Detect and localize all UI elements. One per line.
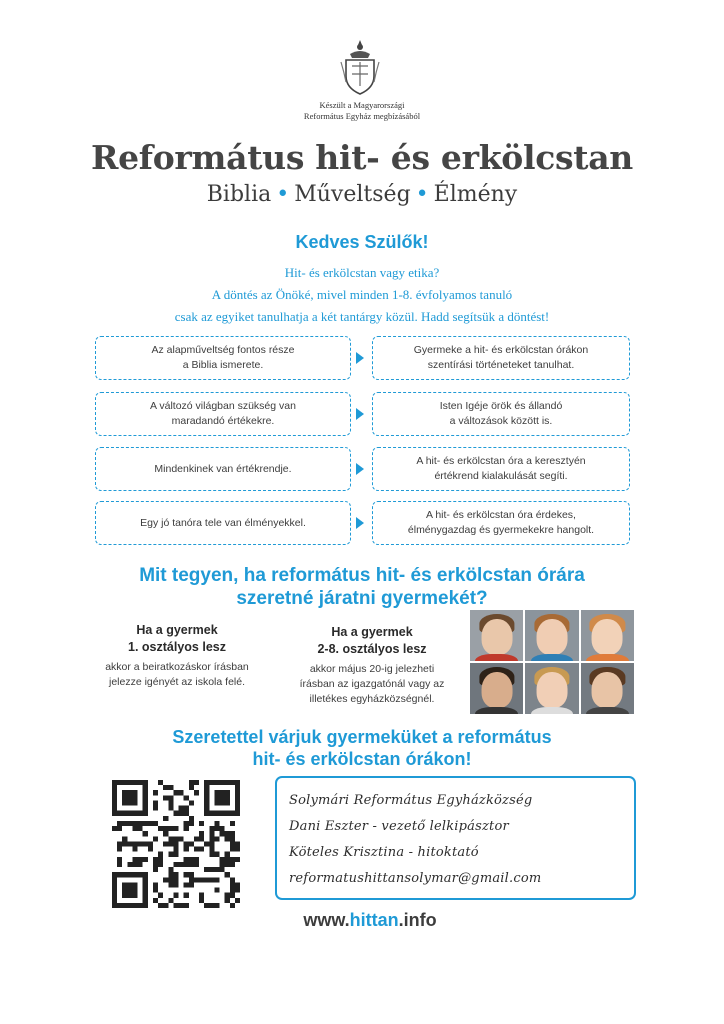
grade-1-text (92, 660, 262, 690)
welcome-line: hit- és erkölcstan órákon! (252, 749, 472, 769)
grade-2-8-text (292, 662, 452, 707)
arrow-right-icon (356, 463, 364, 475)
greeting-heading: Kedves Szülők! (295, 232, 429, 252)
welcome-line: Szeretettel várjuk gyermeküket a református (172, 727, 552, 747)
intro-line: csak az egyiket tanulhatja a két tantárgy közül. Hadd segítsük a döntést! (174, 309, 550, 324)
website-prefix: www. (303, 910, 350, 930)
box-text: maradandó értékekre. (171, 415, 275, 427)
comparison-box-right (372, 336, 630, 380)
box-text: A változó világban szükség van (150, 400, 296, 412)
box-text: szentírási történeteket tanulhat. (427, 359, 575, 371)
welcome-heading (0, 726, 724, 770)
subtitle-separator: • (415, 182, 429, 207)
comparison-box-left (95, 501, 351, 545)
grade-2-8-text-line: írásban az igazgatónál vagy az (299, 678, 445, 690)
reformed-church-crest-icon (338, 38, 382, 96)
box-text: A hit- és erkölcstan óra érdekes, (425, 509, 576, 521)
child-photo (525, 610, 578, 661)
grade-2-8-heading-1: Ha a gyermek (331, 625, 413, 639)
commission-note (262, 100, 462, 122)
qr-code-icon[interactable] (112, 780, 240, 908)
subtitle-separator: • (276, 182, 290, 207)
children-photos (470, 610, 634, 714)
child-photo (470, 663, 523, 714)
subtitle-muveltseg: Műveltség (294, 182, 411, 207)
question-line: szeretné járatni gyermekét? (236, 588, 488, 609)
comparison-box-right (372, 501, 630, 545)
box-text: Gyermeke a hit- és erkölcstan órákon (413, 344, 589, 356)
child-photo (581, 610, 634, 661)
grade-2-8-heading-2: 2-8. osztályos lesz (317, 642, 427, 656)
comparison-box-right (372, 447, 630, 491)
website-suffix: .info (398, 910, 437, 930)
page-title: Református hit- és erkölcstan (90, 138, 634, 177)
box-text: a változások között is. (449, 415, 553, 427)
child-photo (470, 610, 523, 661)
commission-line-2: Református Egyház megbízásából (303, 111, 421, 121)
commission-line-1: Készült a Magyarországi (319, 100, 405, 110)
grade-1-heading-1: Ha a gyermek (136, 623, 218, 637)
arrow-right-icon (356, 352, 364, 364)
grade-2-8-text-line: illetékes egyházközségnél. (309, 693, 435, 705)
intro-text (0, 262, 724, 328)
comparison-box-right (372, 392, 630, 436)
website-link[interactable] (280, 910, 460, 931)
contact-teacher: Köteles Krisztina - hitoktató (289, 845, 479, 860)
box-text: Isten Igéje örök és állandó (439, 400, 563, 412)
contact-email[interactable]: reformatushittansolymar@gmail.com (289, 871, 542, 886)
contact-congregation: Solymári Református Egyházközség (289, 793, 533, 808)
website-accent: hittan (349, 910, 399, 930)
subtitle-biblia: Biblia (206, 182, 272, 207)
grade-2-8-text-line: akkor május 20-ig jelezheti (309, 663, 435, 675)
contact-box (275, 776, 636, 900)
question-line: Mit tegyen, ha református hit- és erkölcstan órára (139, 565, 585, 586)
arrow-right-icon (356, 517, 364, 529)
grade-1-text-line: akkor a beiratkozáskor írásban (105, 661, 249, 673)
contact-pastor: Dani Eszter - vezető lelkipásztor (289, 819, 509, 834)
comparison-box-left (95, 447, 351, 491)
box-text: a Biblia ismerete. (182, 359, 264, 371)
arrow-right-icon (356, 408, 364, 420)
box-text: A hit- és erkölcstan óra a keresztyén (416, 455, 586, 467)
intro-line: Hit- és erkölcstan vagy etika? (284, 265, 440, 280)
grade-2-8-info (292, 624, 452, 707)
box-text: élménygazdag és gyermekekre hangolt. (407, 524, 595, 536)
child-photo (525, 663, 578, 714)
grade-1-text-line: jelezze igényét az iskola felé. (109, 676, 245, 688)
comparison-box-left (95, 392, 351, 436)
box-text: értékrend kialakulását segíti. (434, 470, 568, 482)
box-text: Egy jó tanóra tele van élményekkel. (140, 516, 306, 529)
intro-line: A döntés az Önöké, mivel minden 1-8. évfolyamos tanuló (211, 287, 513, 302)
box-text: Mindenkinek van értékrendje. (154, 462, 292, 475)
box-text: Az alapműveltség fontos része (151, 344, 295, 356)
subtitle-elmeny: Élmény (433, 182, 518, 207)
child-photo (581, 663, 634, 714)
grade-1-info (92, 622, 262, 690)
grade-1-heading-2: 1. osztályos lesz (128, 640, 226, 654)
page-subtitle (0, 182, 724, 207)
question-heading (0, 564, 724, 610)
comparison-box-left (95, 336, 351, 380)
